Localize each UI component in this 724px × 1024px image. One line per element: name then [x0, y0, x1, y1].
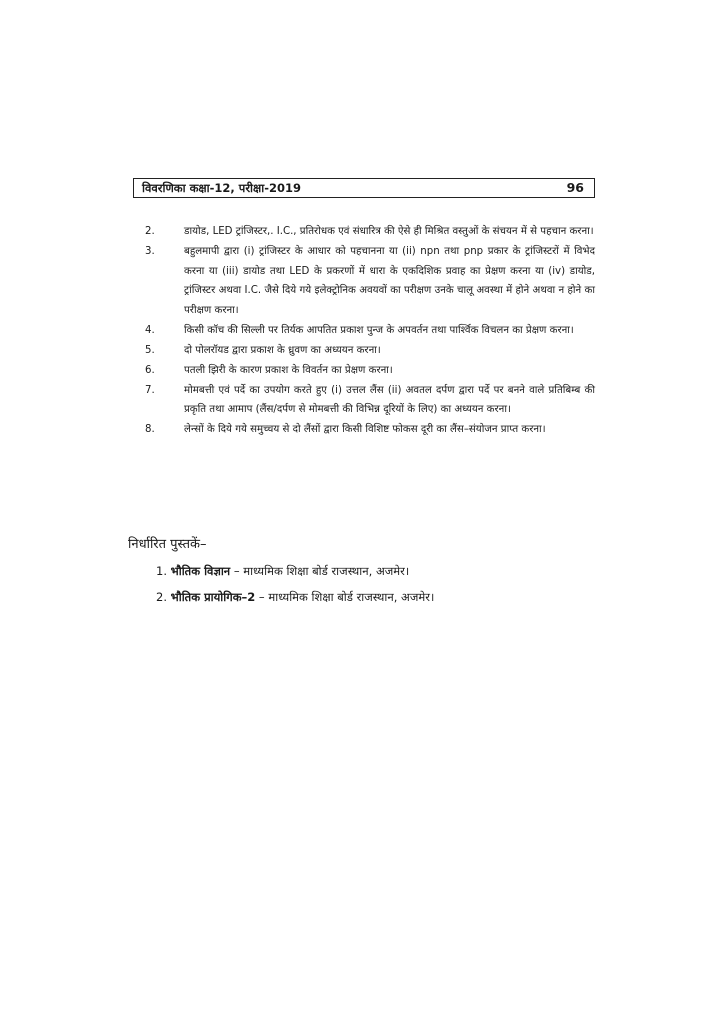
item-number: 2.	[145, 226, 155, 237]
item-number: 8.	[145, 424, 155, 435]
experiment-list	[145, 222, 595, 440]
book-separator: –	[255, 590, 269, 604]
prescribed-books-heading: निर्धारित पुस्तकें–	[128, 537, 207, 552]
book-publisher: माध्यमिक शिक्षा बोर्ड राजस्थान, अजमेर।	[243, 564, 410, 578]
item-number: 3.	[145, 246, 155, 257]
book-title: भौतिक विज्ञान	[170, 564, 231, 578]
item-text: डायोड, LED ट्रांजिस्टर,. I.C., प्रतिरोधक एवं संधारित्र की ऐसे ही मिश्रित वस्तुओं के संचयन में से पहचान करना।	[184, 226, 594, 237]
item-text: लेन्सों के दिये गये समुच्चय से दो लैंसों द्वारा किसी विशिष्ट फोकस दूरी का लैंस–संयोजन प्राप्त करना।	[184, 424, 546, 435]
book-item	[156, 558, 576, 584]
item-text: किसी कॉच की सिल्ली पर तिर्यक आपतित प्रकाश पुन्ज के अपवर्तन तथा पार्श्विक विचलन का प्रेक्षण करना।	[184, 324, 574, 336]
item-text: मोमबत्ती एवं पर्दे का उपयोग करते हुए (i) उत्तल लैंस (ii) अवतल दर्पण द्वारा पर्दे पर बनने वाले प्रतिबिम्ब की प्रकृति तथा आमाप (लैंस/दर्पण से मोमबत्ती की विभिन्न दूरियों के लिए) का अध्ययन करना।	[184, 384, 595, 415]
header-title: विवरणिका कक्षा-12, परीक्षा-2019	[142, 181, 301, 195]
prescribed-books-list	[156, 558, 576, 610]
list-item	[145, 321, 595, 341]
book-number: 1.	[156, 564, 167, 578]
item-number: 5.	[145, 344, 155, 356]
list-item	[145, 420, 595, 440]
book-publisher: माध्यमिक शिक्षा बोर्ड राजस्थान, अजमेर।	[268, 590, 435, 604]
item-text: बहुलमापी द्वारा (i) ट्रांजिस्टर के आधार को पहचानना या (ii) npn तथा pnp प्रकार के ट्रांजिस्टरों में विभेद करना या (iii) डायोड तथा LED के प्रकरणों में धारा के एकदिशिक प्रवाह का प्रेक्षण करना या (iv) डायोड, ट्रांजिस्टर अथवा I.C. जैसे दिये गये इलेक्ट्रोनिक अवयवों का परीक्षण उनके चालू अवस्था में होने अथवा न होने का परीक्षण करना।	[184, 246, 595, 316]
item-text: पतली झिरी के कारण प्रकाश के विवर्तन का प्रेक्षण करना।	[184, 364, 393, 376]
page-header	[133, 178, 595, 198]
book-item	[156, 584, 576, 610]
item-number: 6.	[145, 364, 155, 376]
book-number: 2.	[156, 590, 167, 604]
item-text: दो पोलरॉयड द्वारा प्रकाश के ध्रुवण का अध्ययन करना।	[184, 344, 381, 356]
list-item	[145, 381, 595, 420]
book-separator: –	[230, 564, 244, 578]
item-number: 7.	[145, 384, 155, 396]
book-title: भौतिक प्रायोगिक–2	[170, 590, 256, 604]
item-number: 4.	[145, 324, 155, 336]
page-number: 96	[566, 180, 584, 195]
list-item	[145, 222, 595, 242]
list-item	[145, 242, 595, 320]
list-item	[145, 361, 595, 381]
list-item	[145, 341, 595, 361]
